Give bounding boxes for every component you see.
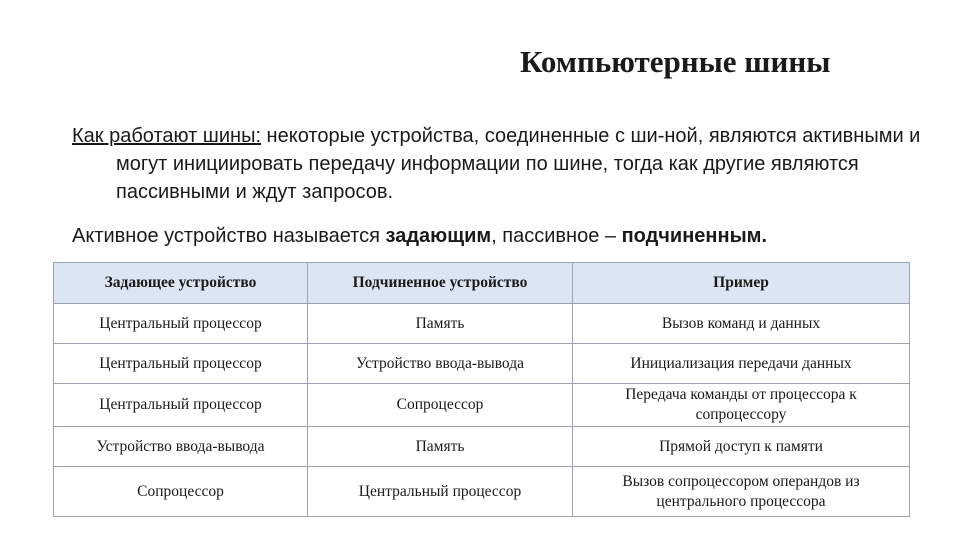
- cell-master: Центральный процессор: [54, 344, 308, 384]
- definition-part1: Активное устройство называется: [72, 225, 386, 247]
- table-header-row: [54, 263, 910, 304]
- paragraph-definitions: [72, 222, 902, 250]
- definition-part2: , пассивное –: [491, 225, 622, 247]
- slide-title: Компьютерные шины: [520, 44, 831, 79]
- cell-example: Вызов команд и данных: [573, 304, 910, 344]
- header-master-device: Задающее устройство: [54, 263, 308, 304]
- table-row: [54, 427, 910, 467]
- table-row: [54, 384, 910, 427]
- cell-master: Сопроцессор: [54, 467, 308, 517]
- paragraph-text: некоторые устройства, соединенные с ши-ной, являются активными и могут инициировать передачу информации по шине, тогда как другие являются пассивными и ждут запросов.: [116, 125, 921, 203]
- cell-slave: Центральный процессор: [308, 467, 573, 517]
- header-example: Пример: [573, 263, 910, 304]
- paragraph-bus-operation: [72, 122, 946, 206]
- cell-slave: Память: [308, 427, 573, 467]
- table-row: [54, 467, 910, 517]
- paragraph-lead: Как работают шины:: [72, 125, 261, 147]
- cell-master: Центральный процессор: [54, 384, 308, 427]
- term-master: задающим: [385, 225, 492, 247]
- cell-example: Инициализация передачи данных: [573, 344, 910, 384]
- cell-example: Прямой доступ к памяти: [573, 427, 910, 467]
- cell-slave: Устройство ввода-вывода: [308, 344, 573, 384]
- header-slave-device: Подчиненное устройство: [308, 263, 573, 304]
- bus-devices-table: [53, 262, 910, 517]
- cell-slave: Память: [308, 304, 573, 344]
- cell-master: Центральный процессор: [54, 304, 308, 344]
- table-row: [54, 344, 910, 384]
- table-row: [54, 304, 910, 344]
- cell-master: Устройство ввода-вывода: [54, 427, 308, 467]
- cell-example: Передача команды от процессора к сопроцессору: [573, 384, 910, 427]
- term-slave: подчиненным.: [621, 225, 768, 247]
- cell-example: Вызов сопроцессором операндов из центрального процессора: [573, 467, 910, 517]
- cell-slave: Сопроцессор: [308, 384, 573, 427]
